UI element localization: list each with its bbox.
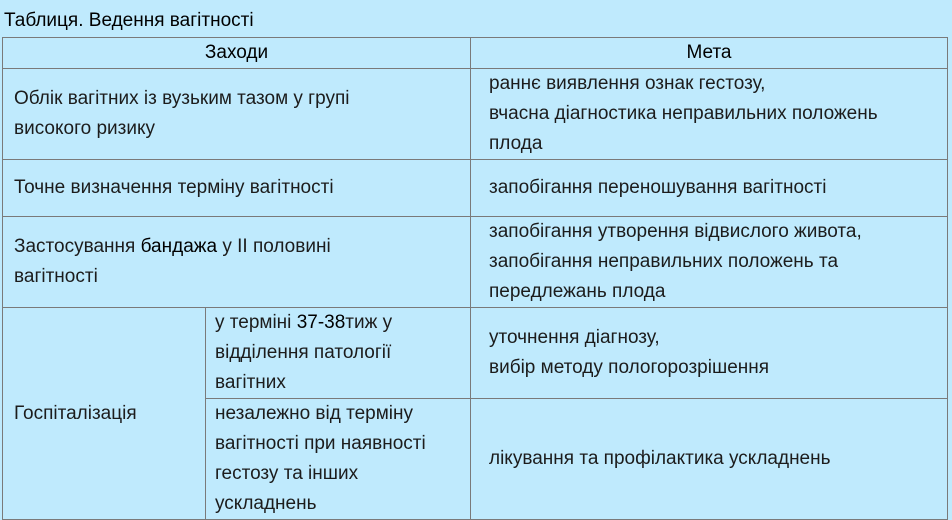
measure-cell: Облік вагітних із вузьким тазом у групі високого ризику bbox=[3, 69, 471, 160]
table-header-row bbox=[3, 38, 948, 69]
goal-cell: уточнення діагнозу, вибір методу пологорозрішення bbox=[471, 308, 948, 399]
table-row bbox=[3, 69, 948, 160]
goal-cell: лікування та профілактика ускладнень bbox=[471, 399, 948, 520]
header-measures: Заходи bbox=[3, 38, 471, 69]
measure-highlight: бандажа bbox=[140, 236, 218, 257]
measure-text: Застосування bbox=[14, 236, 141, 257]
table-row bbox=[3, 160, 948, 217]
goal-cell: раннє виявлення ознак гестозу, вчасна діагностика неправильних положень плода bbox=[471, 69, 948, 160]
goal-cell: запобігання утворення відвислого живота, запобігання неправильних положень та передлежань плода bbox=[471, 217, 948, 308]
measure-cell bbox=[3, 217, 471, 308]
goal-cell: запобігання переношування вагітності bbox=[471, 160, 948, 217]
pregnancy-management-table bbox=[2, 37, 948, 520]
table-row bbox=[3, 217, 948, 308]
header-goal: Мета bbox=[471, 38, 948, 69]
term-highlight: 37-38 bbox=[296, 312, 346, 333]
term-text: тиж у відділення патології вагітних bbox=[215, 312, 393, 393]
measure-text: у ІІ половині вагітності bbox=[14, 236, 331, 287]
measure-cell: Точне визначення терміну вагітності bbox=[3, 160, 471, 217]
term-text: у терміні bbox=[215, 312, 297, 333]
measure-cell: Госпіталізація bbox=[3, 308, 206, 520]
term-cell bbox=[206, 308, 471, 399]
term-cell: незалежно від терміну вагітності при наявності гестозу та інших ускладнень bbox=[206, 399, 471, 520]
table-row bbox=[3, 308, 948, 399]
table-caption: Таблиця. Ведення вагітності bbox=[4, 10, 254, 31]
